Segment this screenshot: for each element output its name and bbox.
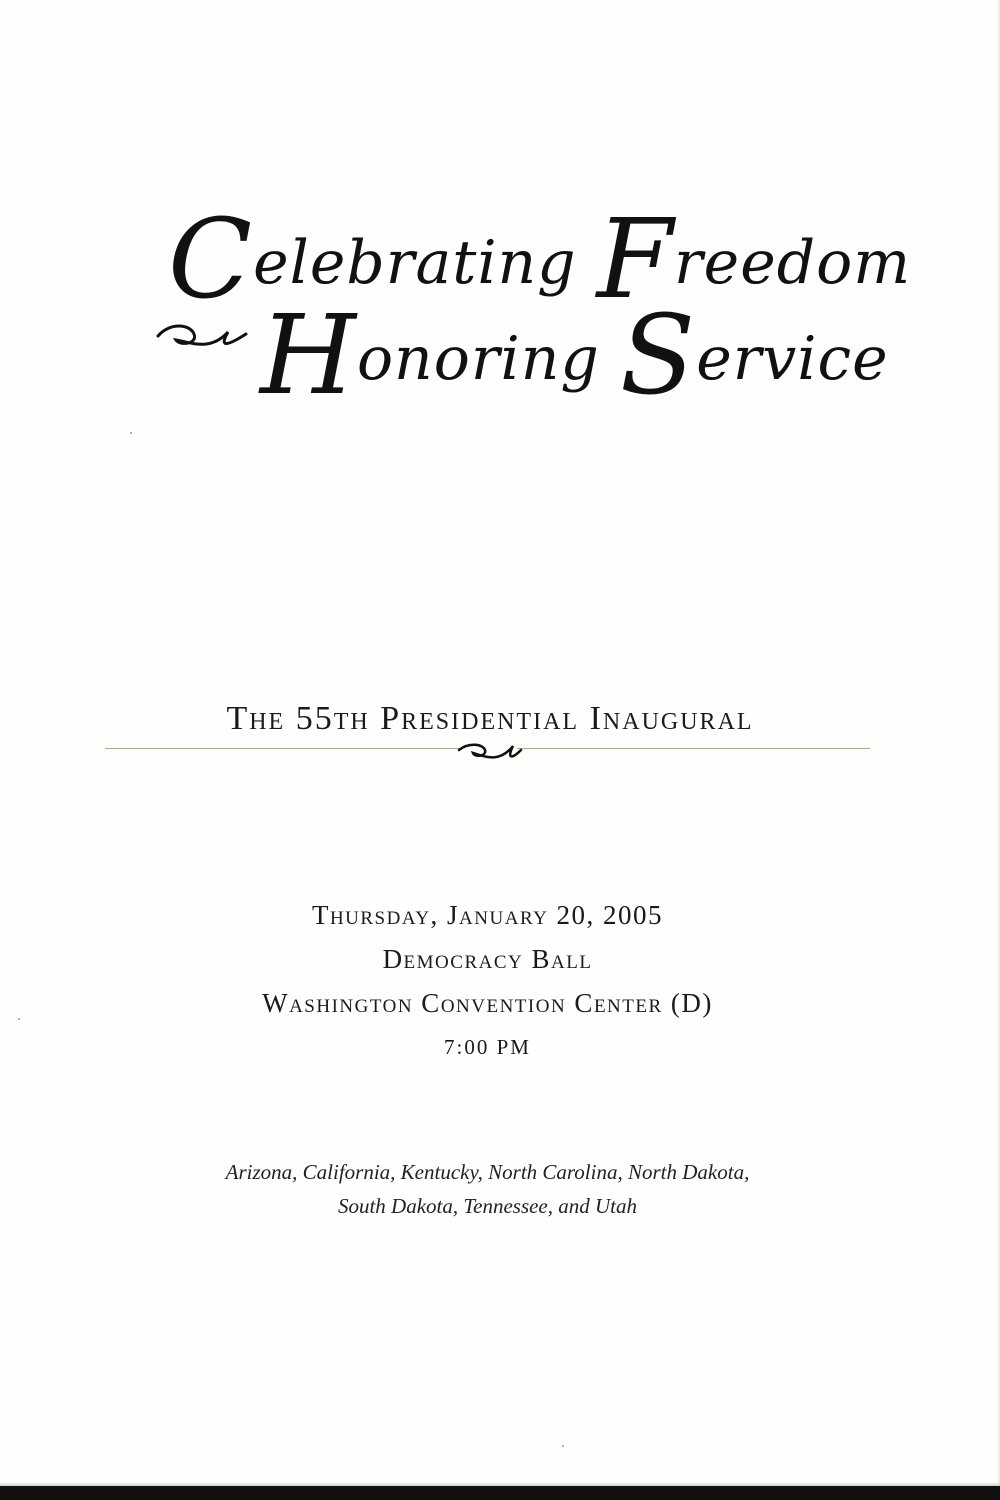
swash-ornament-icon (455, 742, 525, 770)
event-venue: Washington Convention Center (D) (262, 988, 713, 1018)
script-cap: C (168, 195, 254, 323)
paper-speck (130, 432, 132, 434)
event-details (0, 893, 975, 1069)
states-line-1: Arizona, California, Kentucky, North Carolina, North Dakota, (225, 1160, 750, 1184)
paper-speck (18, 1018, 20, 1020)
scan-bottom-edge (0, 1486, 1000, 1500)
event-time: 7:00 PM (444, 1035, 531, 1059)
script-cap: H (260, 291, 357, 419)
paper-speck (562, 1445, 564, 1447)
script-text: elebrating (253, 228, 597, 298)
states-list (0, 1155, 975, 1223)
script-cap: S (619, 291, 697, 419)
states-line-2: South Dakota, Tennessee, and Utah (337, 1194, 638, 1218)
script-text: onoring (356, 324, 620, 394)
script-cap: F (596, 195, 674, 323)
inaugural-title: The 55th Presidential Inaugural (226, 700, 754, 737)
script-text: ervice (696, 324, 889, 394)
event-name: Democracy Ball (382, 944, 593, 974)
ampersand-swash-icon (150, 312, 270, 362)
event-date: Thursday, January 20, 2005 (311, 900, 664, 930)
script-title-line-2 (260, 291, 889, 419)
script-text: reedom (674, 228, 912, 298)
